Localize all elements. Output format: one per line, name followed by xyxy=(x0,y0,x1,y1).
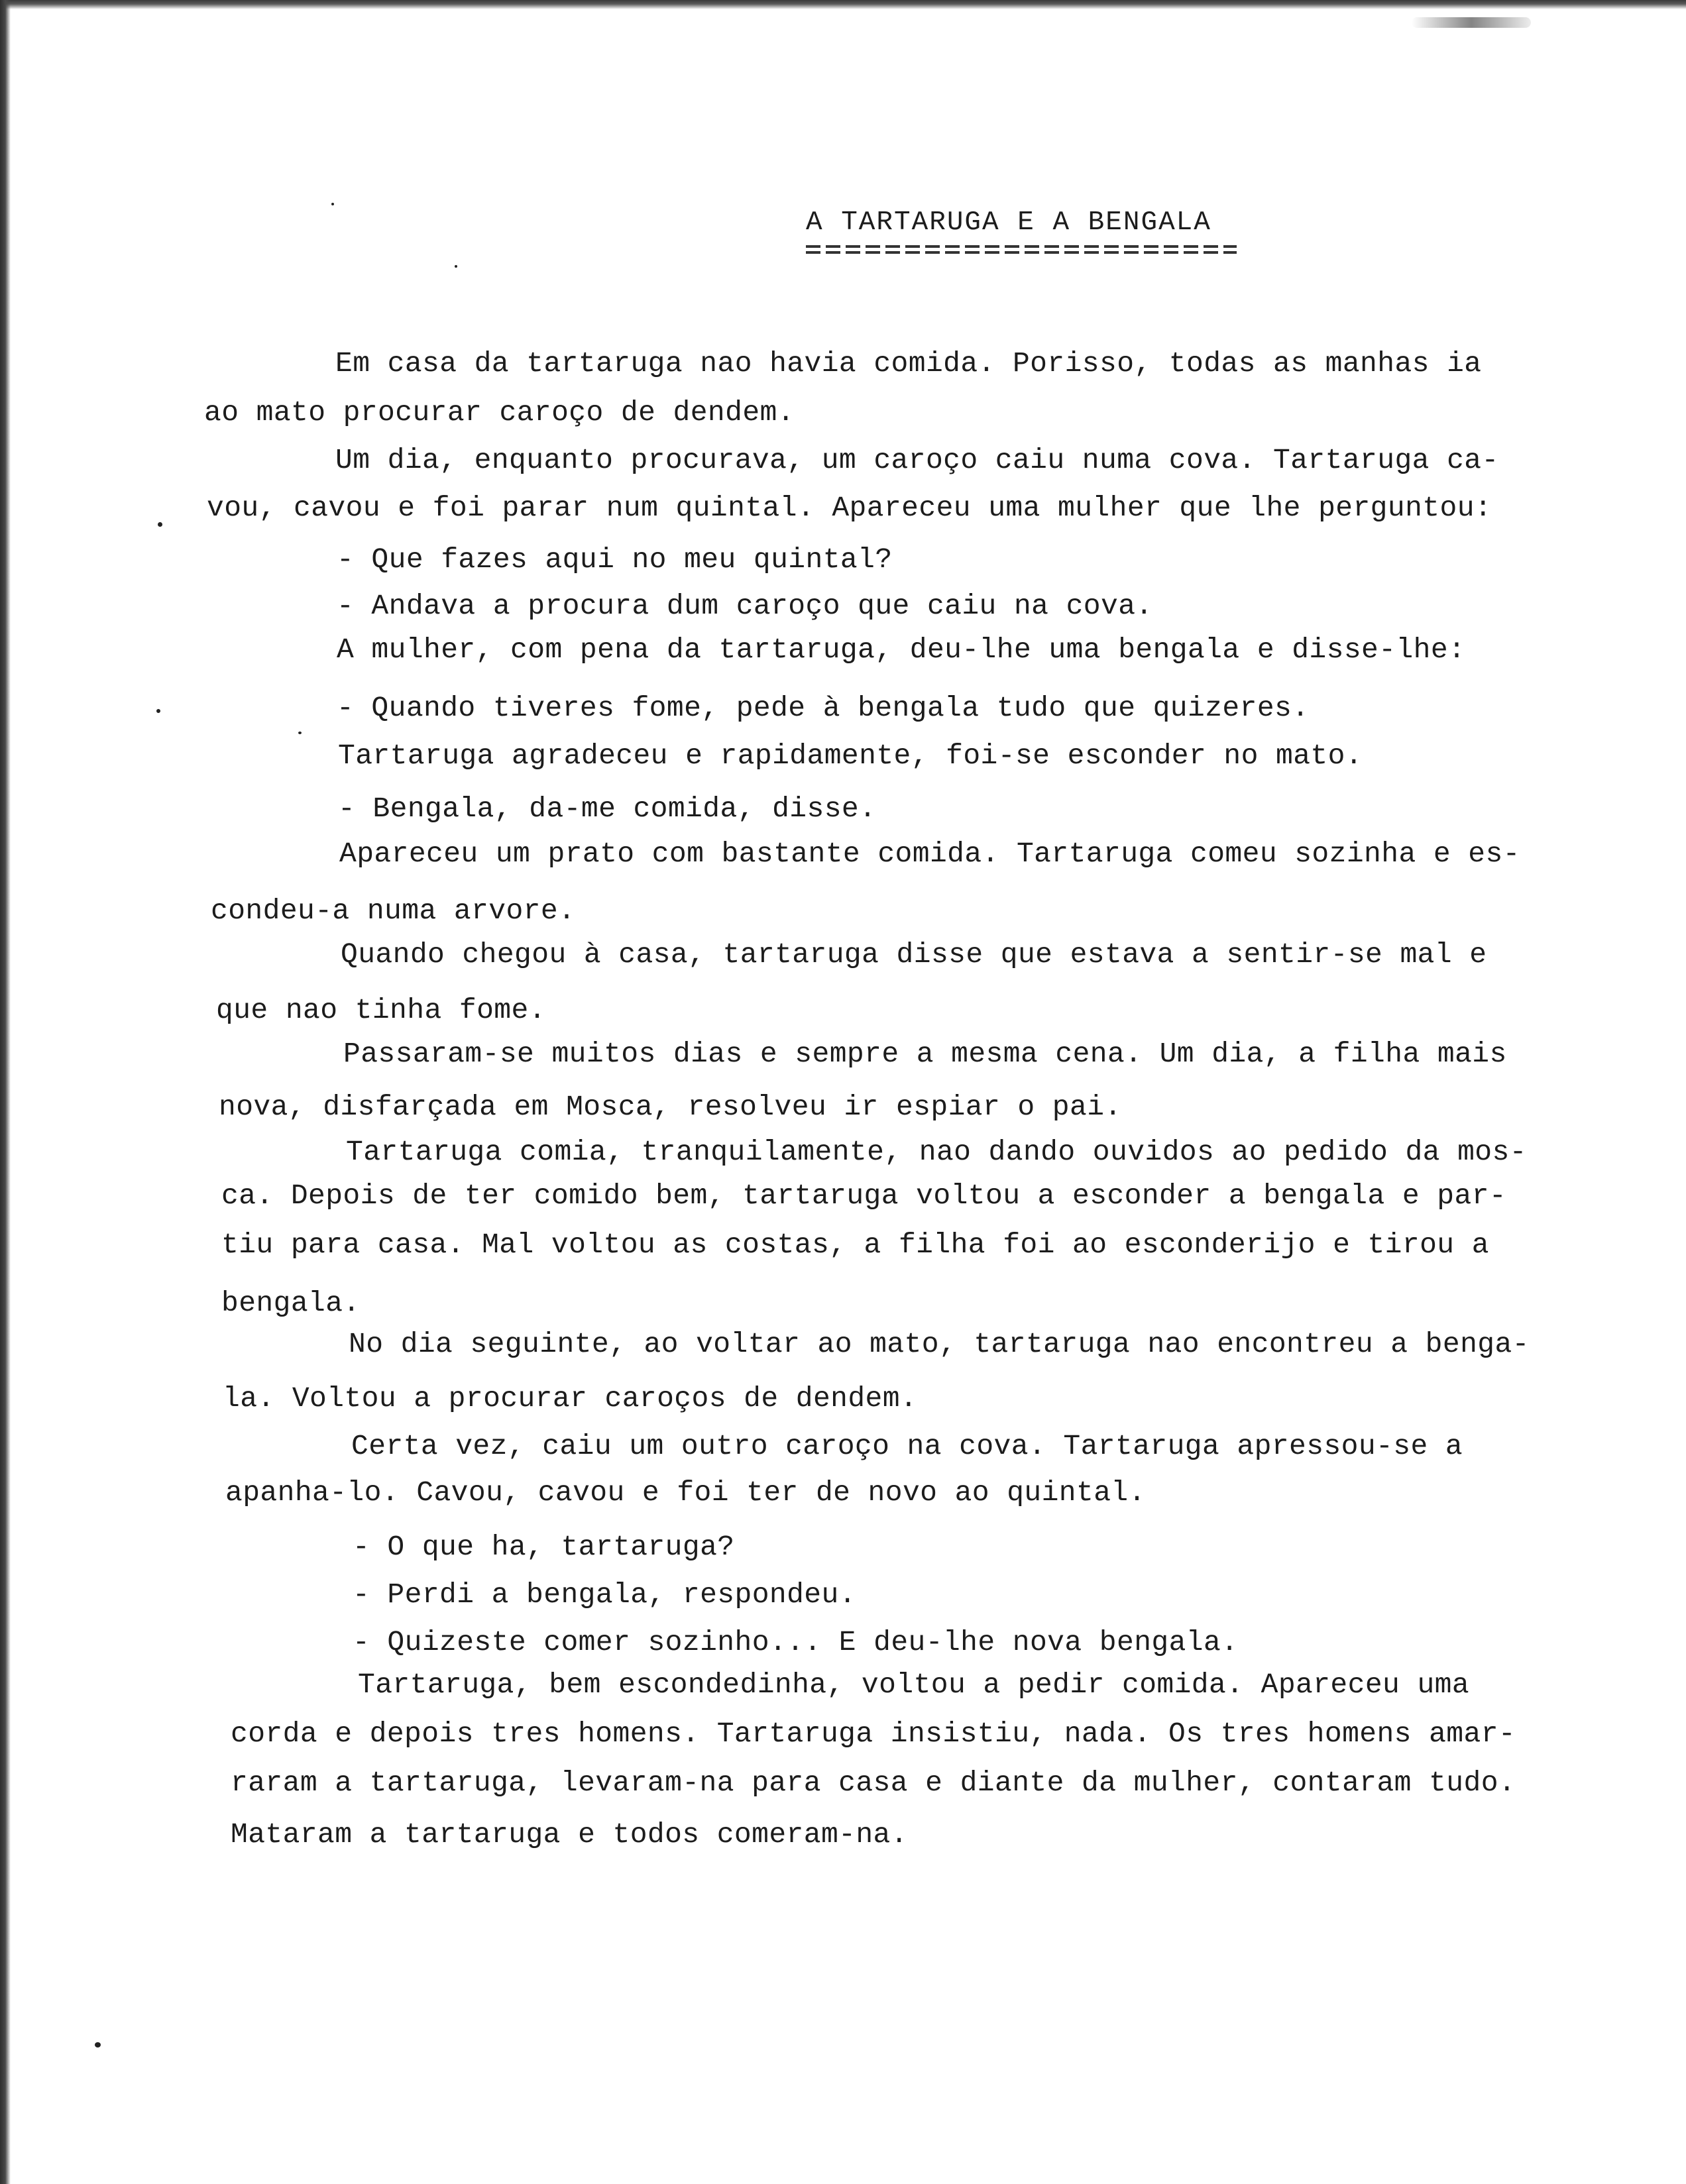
text-line: - Perdi a bengala, respondeu. xyxy=(353,1578,856,1611)
text-line: que nao tinha fome. xyxy=(216,994,546,1026)
text-line: ca. Depois de ter comido bem, tartaruga voltou a esconder a bengala e par- xyxy=(221,1179,1507,1212)
text-line: Tartaruga agradeceu e rapidamente, foi-se esconder no mato. xyxy=(338,739,1363,772)
text-line: - Bengala, da-me comida, disse. xyxy=(338,792,877,825)
text-line: Um dia, enquanto procurava, um caroço caiu numa cova. Tartaruga ca- xyxy=(335,444,1499,476)
text-line: corda e depois tres homens. Tartaruga insistiu, nada. Os tres homens amar- xyxy=(231,1718,1516,1750)
scan-edge-top xyxy=(0,0,1686,9)
scan-speck xyxy=(455,265,457,268)
scan-speck xyxy=(156,709,160,713)
text-line: vou, cavou e foi parar num quintal. Apareceu uma mulher que lhe perguntou: xyxy=(207,492,1492,524)
text-line: tiu para casa. Mal voltou as costas, a filha foi ao esconderijo e tirou a xyxy=(221,1228,1489,1261)
scan-edge-left xyxy=(0,0,11,2184)
scan-speck xyxy=(298,732,302,734)
text-line: la. Voltou a procurar caroços de dendem. xyxy=(223,1382,918,1415)
text-line: Tartaruga comia, tranquilamente, nao dando ouvidos ao pedido da mos- xyxy=(346,1136,1527,1168)
text-line: No dia seguinte, ao voltar ao mato, tartaruga nao encontreu a benga- xyxy=(349,1328,1530,1360)
scan-speck xyxy=(331,203,334,205)
scan-speck xyxy=(158,522,162,527)
text-line: - Quizeste comer sozinho... E deu-lhe nova bengala. xyxy=(353,1626,1239,1659)
scan-speck xyxy=(95,2042,101,2048)
document-title: A TARTARUGA E A BENGALA xyxy=(806,207,1211,238)
text-line: - Andava a procura dum caroço que caiu na cova. xyxy=(337,590,1153,622)
text-line: - Quando tiveres fome, pede à bengala tudo que quizeres. xyxy=(337,692,1310,724)
title-underline xyxy=(806,245,1237,254)
scan-smudge xyxy=(1412,17,1531,28)
text-line: Mataram a tartaruga e todos comeram-na. xyxy=(231,1818,908,1851)
text-line: bengala. xyxy=(221,1287,361,1319)
text-line: Apareceu um prato com bastante comida. Tartaruga comeu sozinha e es- xyxy=(339,838,1520,870)
text-line: Certa vez, caiu um outro caroço na cova. Tartaruga apressou-se a xyxy=(351,1430,1463,1462)
text-line: - O que ha, tartaruga? xyxy=(353,1531,735,1563)
text-line: apanha-lo. Cavou, cavou e foi ter de novo ao quintal. xyxy=(225,1476,1146,1509)
text-line: nova, disfarçada em Mosca, resolveu ir espiar o pai. xyxy=(219,1091,1122,1123)
text-line: Em casa da tartaruga nao havia comida. Porisso, todas as manhas ia xyxy=(335,347,1482,380)
text-line: - Que fazes aqui no meu quintal? xyxy=(337,543,893,576)
text-line: A mulher, com pena da tartaruga, deu-lhe uma bengala e disse-lhe: xyxy=(337,633,1466,666)
text-line: Tartaruga, bem escondedinha, voltou a pedir comida. Apareceu uma xyxy=(358,1668,1470,1701)
text-line: ao mato procurar caroço de dendem. xyxy=(204,396,795,429)
text-line: Passaram-se muitos dias e sempre a mesma cena. Um dia, a filha mais xyxy=(343,1038,1507,1070)
text-line: condeu-a numa arvore. xyxy=(211,895,576,927)
text-line: raram a tartaruga, levaram-na para casa e diante da mulher, contaram tudo. xyxy=(231,1767,1516,1799)
text-line: Quando chegou à casa, tartaruga disse que estava a sentir-se mal e xyxy=(341,938,1487,971)
